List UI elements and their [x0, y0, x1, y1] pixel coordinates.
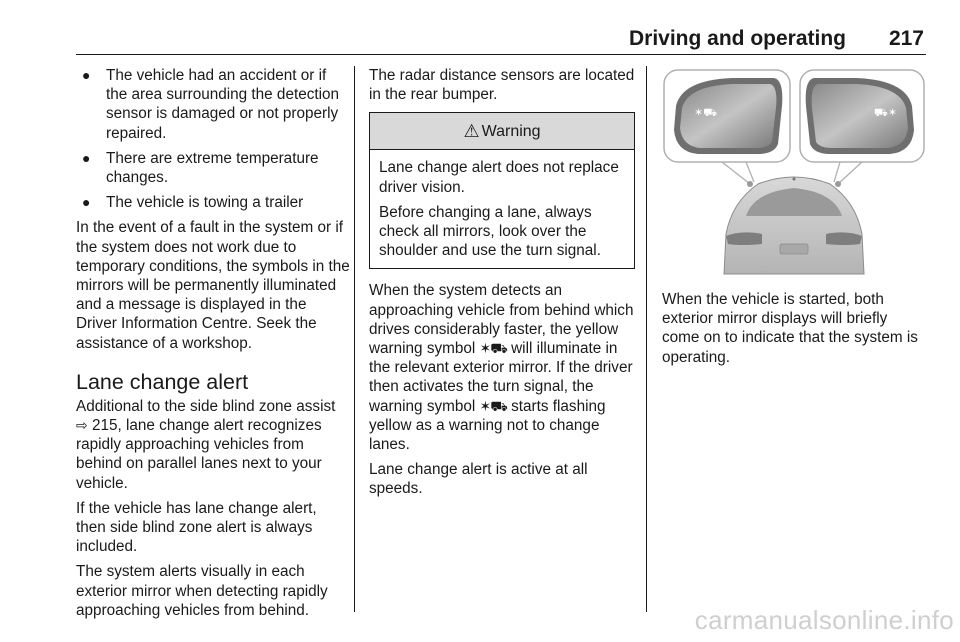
list-item: ● There are extreme temperature changes.: [82, 149, 319, 187]
warning-header: [370, 113, 634, 150]
page-number: 217: [888, 27, 924, 50]
list-item: ● The vehicle is towing a trailer: [82, 194, 304, 212]
column-2: [369, 66, 635, 505]
warning-box: [369, 112, 635, 269]
column-3: [662, 66, 926, 373]
fault-paragraph: In the event of a fault in the system or if the system does not work due to temporary conditions, the symbols in the mirrors will be permanently illuminated and a message is displayed in the Driver Information Centre. Seek the assistance of a workshop.: [76, 219, 350, 352]
svg-text:⛟✶: ⛟✶: [874, 106, 898, 119]
column-divider: [646, 66, 647, 612]
bullet-icon: ●: [82, 194, 91, 211]
warning-body: Lane change alert does not replace driver vision. Before changing a lane, always check all mirrors, look over the shoulder and use the turn signal.: [379, 159, 619, 260]
bullet-icon: ●: [82, 67, 91, 83]
paragraph: If the vehicle has lane change alert, then side blind zone alert is always included.: [76, 499, 317, 556]
list-item: ● The vehicle had an accident or if the area surrounding the detection sensor is damaged or not properly repaired.: [82, 67, 340, 142]
page-header: [76, 26, 926, 55]
bullet-icon: ●: [82, 149, 91, 166]
svg-text:✶⛟: ✶⛟: [694, 106, 718, 119]
lane-change-warning-icon: ✶⛟: [479, 340, 507, 357]
lane-change-warning-icon: ✶⛟: [479, 397, 507, 414]
paragraph: Lane change alert is active at all speeds.: [369, 461, 588, 498]
column-divider: [354, 66, 355, 612]
mirror-illustration: [662, 66, 926, 276]
warning-triangle-icon: ⚠: [463, 120, 480, 141]
paragraph: The system alerts visually in each exterior mirror when detecting rapidly approaching vehicles from behind.: [76, 563, 328, 619]
section-title: Driving and operating: [628, 27, 846, 50]
warning-title: Warning: [481, 122, 541, 140]
column-1: [76, 66, 350, 626]
car-rear-mirrors-icon: [662, 66, 926, 276]
page-reference-arrow-icon[interactable]: ⇨: [76, 417, 88, 434]
detection-paragraph: When the system detects an approaching vehicle from behind which drives considerably faster, the yellow warning symbol ✶⛟ will illuminate in the relevant exterior mirror. If the driver then activates the turn signal, the warning symbol ✶⛟ starts flashing yellow as a warning not to change lanes.: [369, 282, 634, 454]
intro-paragraph: Additional to the side blind zone assist ⇨ 215, lane change alert recognizes rapidly approaching vehicles from behind on parallel lanes next to your vehicle.: [76, 397, 336, 492]
section-heading: Lane change alert: [76, 369, 249, 394]
condition-list: [76, 66, 350, 212]
watermark: carmanualsonline.info: [694, 605, 954, 635]
paragraph: When the vehicle is started, both exterior mirror displays will briefly come on to indicate that the system is operating.: [662, 291, 918, 366]
paragraph: The radar distance sensors are located in the rear bumper.: [369, 67, 635, 104]
